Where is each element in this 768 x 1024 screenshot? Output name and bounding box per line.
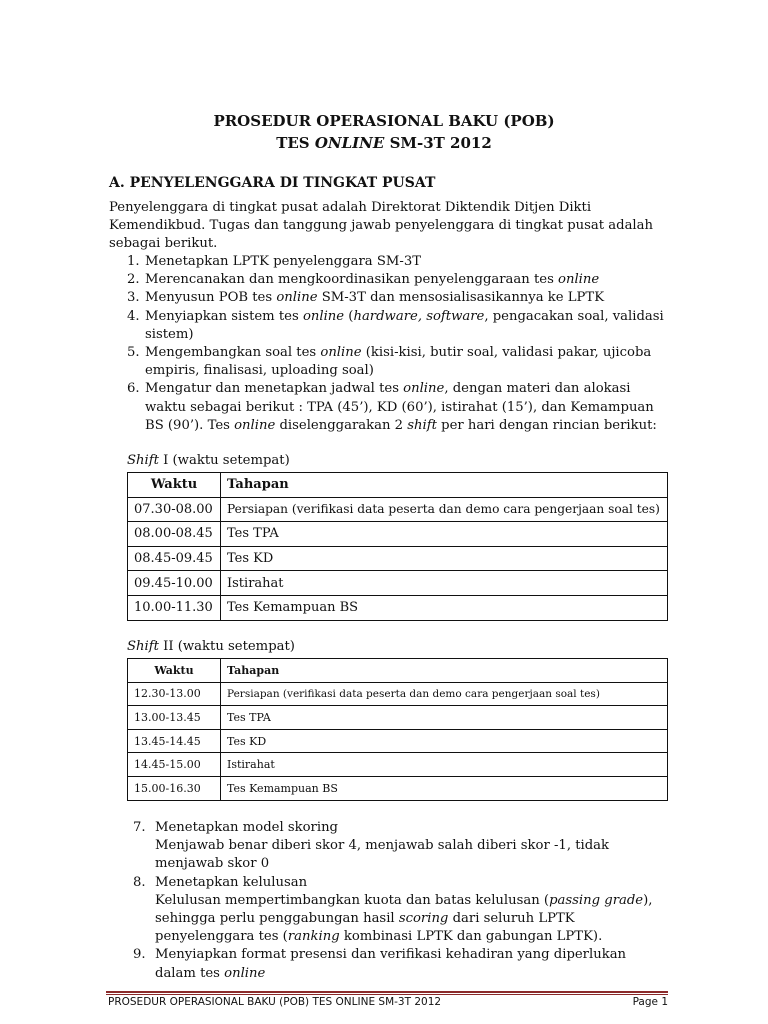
- cell-waktu: 10.00-11.30: [128, 595, 221, 620]
- intro-paragraph: Penyelenggara di tingkat pusat adalah Direktorat Diktendik Ditjen Dikti Kemendikbud. Tugas dan tanggung jawab penyelenggara di tingkat pusat adalah sebagai berikut.: [109, 200, 654, 252]
- shift2-table: [127, 658, 668, 801]
- column-header-tahapan: Tahapan: [221, 473, 668, 498]
- list-item: 8. Menetapkan kelulusan Kelulusan mempertimbangkan kuota dan batas kelulusan (passing grade), sehingga perlu penggabungan hasil scoring dari seluruh LPTK penyelenggara tes (ranking kombinasi LPTK dan gabungan LPTK).: [109, 874, 669, 947]
- table-row: [128, 595, 668, 620]
- list-item-title: Menyiapkan format presensi dan verifikasi kehadiran yang diperlukan dalam tes online: [155, 947, 627, 981]
- cell-tahapan: Persiapan (verifikasi data peserta dan demo cara pengerjaan soal tes): [221, 682, 668, 706]
- table-header-row: [128, 473, 668, 498]
- list-item: 3. Menyusun POB tes online SM-3T dan mensosialisasikannya ke LPTK: [127, 290, 605, 306]
- list-item: 1. Menetapkan LPTK penyelenggara SM-3T: [127, 254, 422, 269]
- column-header-tahapan: Tahapan: [221, 659, 668, 683]
- cell-tahapan: Tes Kemampuan BS: [221, 595, 668, 620]
- task-list-continued: [109, 819, 669, 983]
- table-row: [128, 729, 668, 753]
- cell-tahapan: Tes TPA: [221, 706, 668, 730]
- list-item: 2. Merencanakan dan mengkoordinasikan penyelenggaraan tes online: [127, 272, 600, 288]
- list-item: 5. Mengembangkan soal tes online (kisi-kisi, butir soal, validasi pakar, ujicoba empiris, finalisasi, uploading soal): [127, 345, 652, 379]
- list-item-title: Menetapkan model skoring: [155, 820, 339, 835]
- column-header-waktu: Waktu: [128, 659, 221, 683]
- table-row: [128, 753, 668, 777]
- footer-divider-thin: [106, 994, 668, 995]
- table-row: [128, 776, 668, 800]
- cell-waktu: 12.30-13.00: [128, 682, 221, 706]
- table-header-row: [128, 659, 668, 683]
- table-row: [128, 497, 668, 522]
- cell-waktu: 15.00-16.30: [128, 776, 221, 800]
- shift1-table: [127, 472, 668, 621]
- footer-title: PROSEDUR OPERASIONAL BAKU (POB) TES ONLINE SM-3T 2012: [108, 996, 442, 1008]
- list-item-title: Menetapkan kelulusan: [155, 874, 308, 890]
- shift2-label: Shift II (waktu setempat): [127, 639, 295, 654]
- task-list: [109, 253, 669, 435]
- column-header-waktu: Waktu: [128, 473, 221, 498]
- cell-tahapan: Istirahat: [221, 571, 668, 596]
- cell-waktu: 13.00-13.45: [128, 706, 221, 730]
- cell-tahapan: Tes KD: [221, 546, 668, 571]
- document-title-line2: TES ONLINE SM-3T 2012: [276, 134, 492, 152]
- shift1-label: Shift I (waktu setempat): [127, 453, 290, 468]
- list-item-body: Kelulusan mempertimbangkan kuota dan batas kelulusan (passing grade), sehingga perlu penggabungan hasil scoring dari seluruh LPTK penyelenggara tes (ranking kombinasi LPTK dan gabungan LPTK).: [155, 892, 653, 945]
- table-row: [128, 706, 668, 730]
- cell-tahapan: Tes TPA: [221, 522, 668, 547]
- list-item: 4. Menyiapkan sistem tes online (hardware, software, pengacakan soal, validasi sistem): [127, 308, 664, 342]
- table-row: [128, 546, 668, 571]
- list-item-body: Menjawab benar diberi skor 4, menjawab salah diberi skor -1, tidak menjawab skor 0: [155, 838, 610, 872]
- list-item: 6. Mengatur dan menetapkan jadwal tes online, dengan materi dan alokasi waktu sebagai berikut : TPA (45’), KD (60’), istirahat (15’), dan Kemampuan BS (90’). Tes online diselenggarakan 2 shift per hari dengan rincian berikut:: [127, 381, 657, 433]
- table-row: [128, 522, 668, 547]
- table-row: [128, 682, 668, 706]
- cell-tahapan: Tes Kemampuan BS: [221, 776, 668, 800]
- cell-waktu: 08.00-08.45: [128, 522, 221, 547]
- cell-tahapan: Istirahat: [221, 753, 668, 777]
- cell-waktu: 07.30-08.00: [128, 497, 221, 522]
- section-heading: A. PENYELENGGARA DI TINGKAT PUSAT: [109, 175, 436, 191]
- document-title-line1: PROSEDUR OPERASIONAL BAKU (POB): [213, 112, 555, 130]
- cell-tahapan: Tes KD: [221, 729, 668, 753]
- cell-tahapan: Persiapan (verifikasi data peserta dan demo cara pengerjaan soal tes): [221, 497, 668, 522]
- list-item: 9. Menyiapkan format presensi dan verifikasi kehadiran yang diperlukan dalam tes online: [109, 946, 669, 982]
- cell-waktu: 14.45-15.00: [128, 753, 221, 777]
- cell-waktu: 08.45-09.45: [128, 546, 221, 571]
- table-row: [128, 571, 668, 596]
- page-number: Page 1: [632, 996, 668, 1008]
- list-item: 7. Menetapkan model skoring Menjawab benar diberi skor 4, menjawab salah diberi skor -1, tidak menjawab skor 0: [109, 819, 669, 874]
- cell-waktu: 09.45-10.00: [128, 571, 221, 596]
- cell-waktu: 13.45-14.45: [128, 729, 221, 753]
- footer-divider: [106, 991, 668, 993]
